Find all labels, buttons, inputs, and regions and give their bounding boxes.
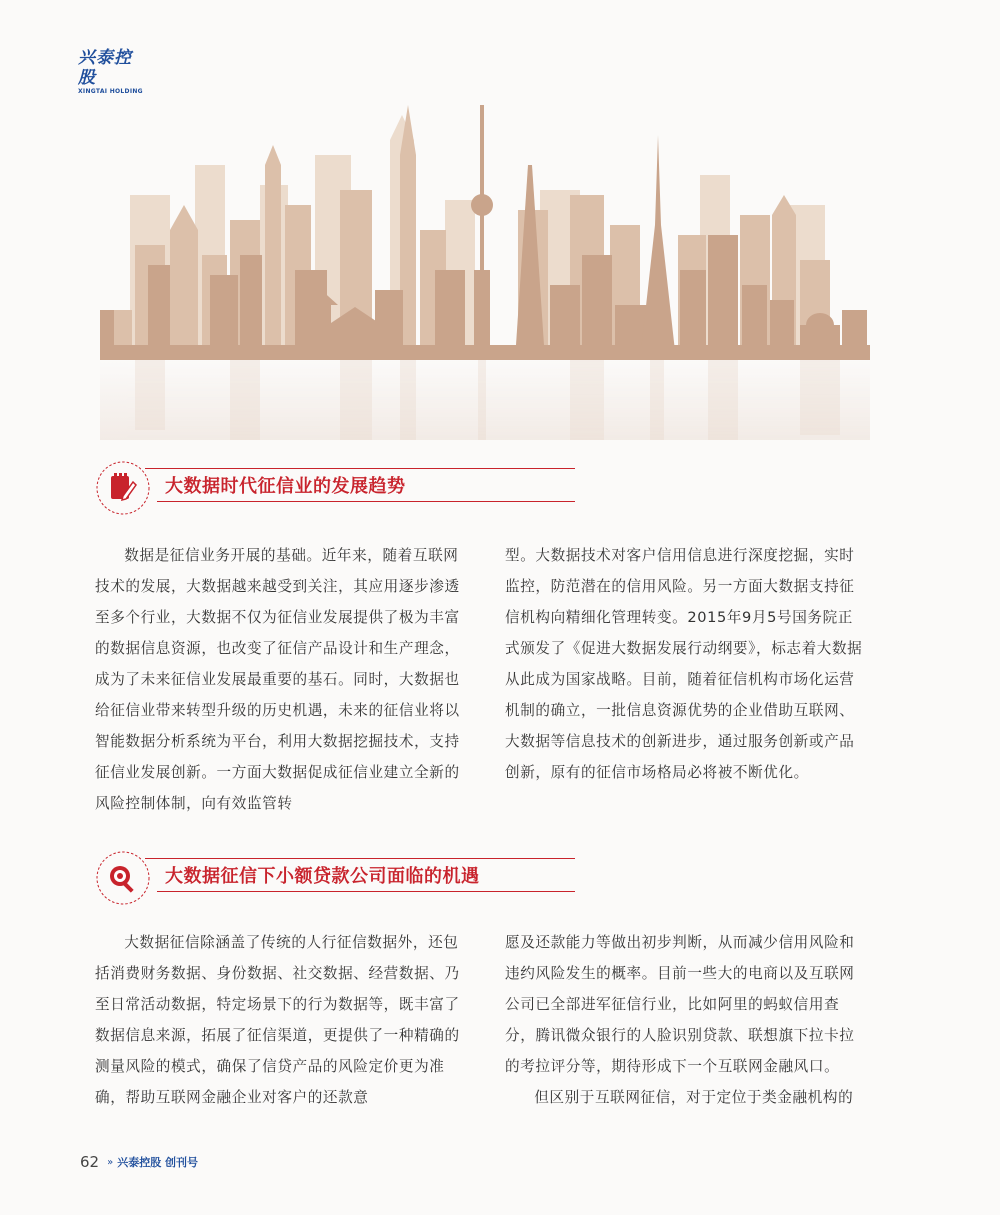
- section-title: 大数据征信下小额贷款公司面临的机遇: [165, 866, 480, 887]
- logo-chinese-text: 兴泰控股: [78, 48, 132, 88]
- heading-top-rule: [145, 468, 575, 469]
- section1-left-column: [95, 540, 460, 819]
- heading-bottom-rule: [157, 501, 575, 502]
- body-paragraph: 数据是征信业务开展的基础。近年来，随着互联网技术的发展，大数据越来越受到关注，其应用逐步渗透至多个行业，大数据不仅为征信业发展提供了极为丰富的数据信息资源，也改变了征信产品设计和生产理念，成为了未来征信业发展最重要的基石。同时，大数据也给征信业带来转型升级的历史机遇，未来的征信业将以智能数据分析系统为平台，利用大数据挖掘技术，支持征信业发展创新。一方面大数据促成征信业建立全新的风险控制体制，向有效监管转: [95, 547, 460, 812]
- body-paragraph: 型。大数据技术对客户信用信息进行深度挖掘，实时监控，防范潜在的信用风险。另一方面大数据支持征信机构向精细化管理转变。2015年9月5号国务院正式颁发了《促进大数据发展行动纲要》，标志着大数据从此成为国家战略。目前，随着征信机构市场化运营机制的确立，一批信息资源优势的企业借助互联网、大数据等信息技术的创新进步，通过服务创新或产品创新，原有的征信市场格局必将被不断优化。: [505, 547, 863, 781]
- page-footer: [80, 1152, 198, 1172]
- section-heading-opportunity: [95, 850, 580, 910]
- body-paragraph: 大数据征信除涵盖了传统的人行征信数据外，还包括消费财务数据、身份数据、社交数据、经营数据、乃至日常活动数据，特定场景下的行为数据等，既丰富了数据信息来源，拓展了征信渠道，更提供了一种精确的测量风险的模式，确保了信贷产品的风险定价更为准确，帮助互联网金融企业对客户的还款意: [95, 934, 460, 1106]
- company-logo: [78, 48, 148, 96]
- heading-top-rule: [145, 858, 575, 859]
- publication-name: 兴泰控股 创刊号: [117, 1156, 199, 1169]
- section2-left-column: [95, 927, 460, 1113]
- section-title: 大数据时代征信业的发展趋势: [165, 476, 406, 497]
- page-number: 62: [80, 1153, 100, 1171]
- notepad-pencil-icon: [95, 460, 151, 516]
- logo-english-text: XINGTAI HOLDING: [78, 88, 143, 95]
- section2-right-column: [505, 927, 865, 1113]
- city-skyline-illustration: [100, 95, 880, 440]
- heading-bottom-rule: [157, 891, 575, 892]
- body-paragraph: 愿及还款能力等做出初步判断，从而减少信用风险和违约风险发生的概率。目前一些大的电商以及互联网公司已全部进军征信行业，比如阿里的蚂蚁信用查分，腾讯微众银行的人脸识别贷款、联想旗下拉卡拉的考拉评分等，期待形成下一个互联网金融风口。: [505, 934, 855, 1075]
- section1-right-column: [505, 540, 865, 788]
- section-heading-trend: [95, 460, 580, 520]
- body-paragraph: 但区别于互联网征信，对于定位于类金融机构的: [534, 1089, 854, 1106]
- magnifier-target-icon: [95, 850, 151, 906]
- double-chevron-icon: »: [107, 1156, 112, 1168]
